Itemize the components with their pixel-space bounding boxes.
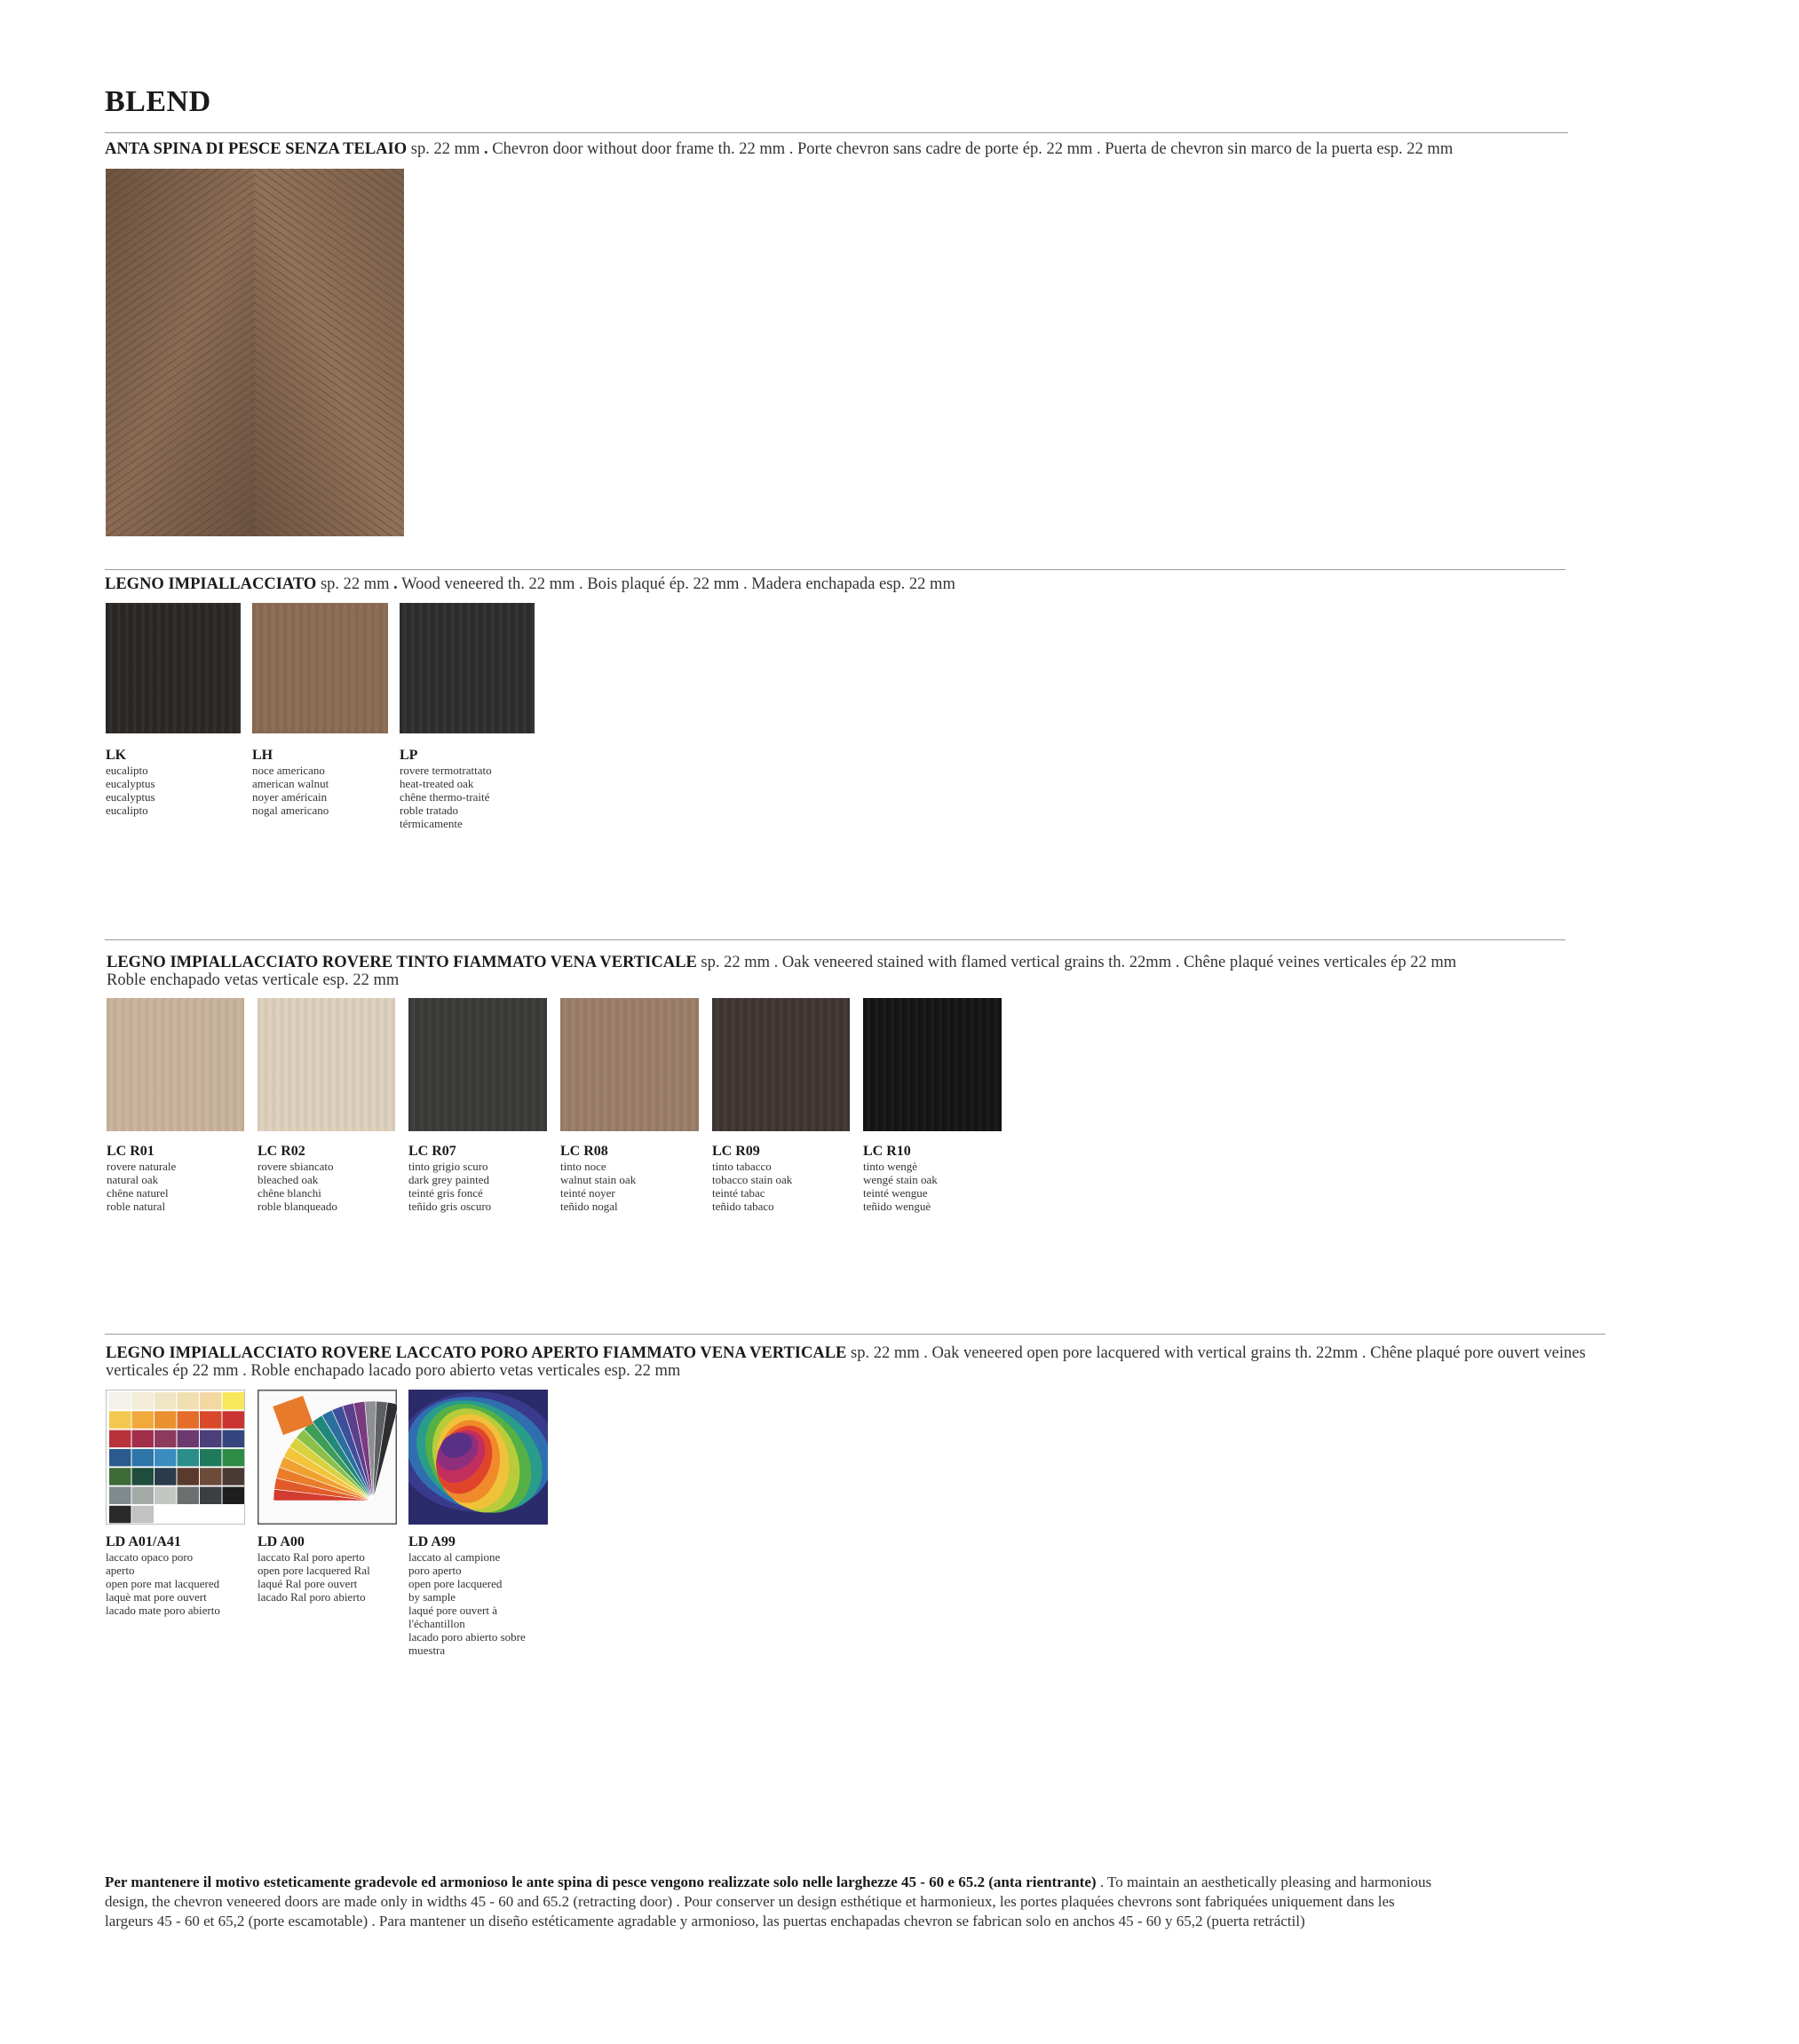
divider-section-2	[105, 569, 1565, 570]
swatch-lc-r07	[408, 998, 547, 1131]
divider-section-3	[105, 939, 1565, 940]
chevron-door-image	[106, 169, 404, 536]
footer-note-bold: Per mantenere il motivo esteticamente gradevole ed armonioso le ante spina di pesce vengono realizzate solo nelle larghezze 45 - 60 e 65.2 (anta rientrante)	[105, 1874, 1097, 1890]
section-2-title: LEGNO IMPIALLACCIATO	[105, 575, 317, 593]
label-lh: LH noce americano american walnut noyer américain nogal americano	[252, 748, 329, 817]
label-lc-r07: LC R07 tinto grigio scuro dark grey painted teinté gris foncé teñido gris oscuro	[408, 1144, 492, 1213]
section-1-heading: ANTA SPINA DI PESCE SENZA TELAIO sp. 22 mm . Chevron door without door frame th. 22 mm . Porte chevron sans cadre de porte ép. 22 mm . Puerta de chevron sin marco de la puerta esp. 22 mm	[105, 140, 1454, 158]
ld-a99-color-swirl-image	[408, 1390, 548, 1525]
ld-a01-color-grid-image	[106, 1390, 245, 1525]
page-title: BLEND	[105, 85, 211, 118]
section-3-title: LEGNO IMPIALLACCIATO ROVERE TINTO FIAMMATO VENA VERTICALE	[107, 954, 697, 971]
swatch-lc-r08	[560, 998, 699, 1131]
label-ld-a00: LD A00 laccato Ral poro aperto open pore lacquered Ral laqué Ral pore ouvert lacado Ral poro abierto	[258, 1534, 370, 1604]
section-3-heading: LEGNO IMPIALLACCIATO ROVERE TINTO FIAMMATO VENA VERTICALE sp. 22 mm . Oak veneered stained with flamed vertical grains th. 22mm . Chêne plaqué veines verticales ép 22 mm Roble enchapado vetas verticale esp. 22 mm	[107, 954, 1457, 989]
label-lk: LK eucalipto eucalyptus eucalyptus eucalipto	[106, 748, 155, 817]
swatch-lc-r01	[107, 998, 244, 1131]
label-lc-r01: LC R01 rovere naturale natural oak chêne naturel roble natural	[107, 1144, 177, 1213]
label-lc-r08: LC R08 tinto noce walnut stain oak teinté noyer teñido nogal	[560, 1144, 637, 1213]
section-1-title: ANTA SPINA DI PESCE SENZA TELAIO	[105, 140, 408, 158]
footer-note: Per mantenere il motivo esteticamente gradevole ed armonioso le ante spina di pesce vengono realizzate solo nelle larghezze 45 - 60 e 65.2 (anta rientrante) . To maintain an aesthetically pleasing and harmonious design, the chevron veneered doors are made only in widths 45 - 60 and 65.2 (retracting door) . Pour conserver un design esthétique et harmonieux, les portes plaquées chevrons sont fabriquées uniquement dans les largeurs 45 - 60 et 65,2 (porte escamotable) . Para mantener un diseño estéticamente agradable y armonioso, las puertas enchapadas chevron se fabrican solo en anchos 45 - 60 y 65,2 (puerta retráctil)	[105, 1874, 1432, 1929]
divider-section-1	[105, 132, 1568, 133]
ld-a00-ral-fan-image	[258, 1390, 397, 1525]
label-lp: LP rovere termotrattato heat-treated oak chêne thermo-traité roble tratado térmicamente	[400, 748, 492, 830]
section-4-heading: LEGNO IMPIALLACCIATO ROVERE LACCATO PORO APERTO FIAMMATO VENA VERTICALE sp. 22 mm . Oak veneered open pore lacquered with vertical grains th. 22mm . Chêne plaqué pore ouvert veines verticales ép 22 mm . Roble enchapado lacado poro abierto vetas verticales esp. 22 mm	[106, 1344, 1586, 1380]
label-ld-a99: LD A99 laccato al campione poro aperto open pore lacquered by sample laqué pore ouvert à l'échantillon lacado poro abierto sobre muestra	[408, 1534, 526, 1657]
swatch-lp	[400, 603, 535, 733]
divider-section-4	[105, 1334, 1605, 1335]
swatch-lc-r10	[863, 998, 1002, 1131]
label-ld-a01-a41: LD A01/A41 laccato opaco poro aperto open pore mat lacquered laquè mat pore ouvert lacado mate poro abierto	[106, 1534, 220, 1617]
section-4-title: LEGNO IMPIALLACCIATO ROVERE LACCATO PORO APERTO FIAMMATO VENA VERTICALE	[106, 1344, 847, 1362]
swatch-lc-r02	[258, 998, 395, 1131]
label-lc-r09: LC R09 tinto tabacco tobacco stain oak teinté tabac teñido tabaco	[712, 1144, 793, 1213]
label-lc-r10: LC R10 tinto wengè wengé stain oak teinté wengue teñido wenguè	[863, 1144, 938, 1213]
swatch-lk	[106, 603, 241, 733]
swatch-lh	[252, 603, 388, 733]
label-lc-r02: LC R02 rovere sbiancato bleached oak chêne blanchi roble blanqueado	[258, 1144, 337, 1213]
section-2-heading: LEGNO IMPIALLACCIATO sp. 22 mm . Wood veneered th. 22 mm . Bois plaqué ép. 22 mm . Madera enchapada esp. 22 mm	[105, 575, 955, 593]
swatch-lc-r09	[712, 998, 850, 1131]
